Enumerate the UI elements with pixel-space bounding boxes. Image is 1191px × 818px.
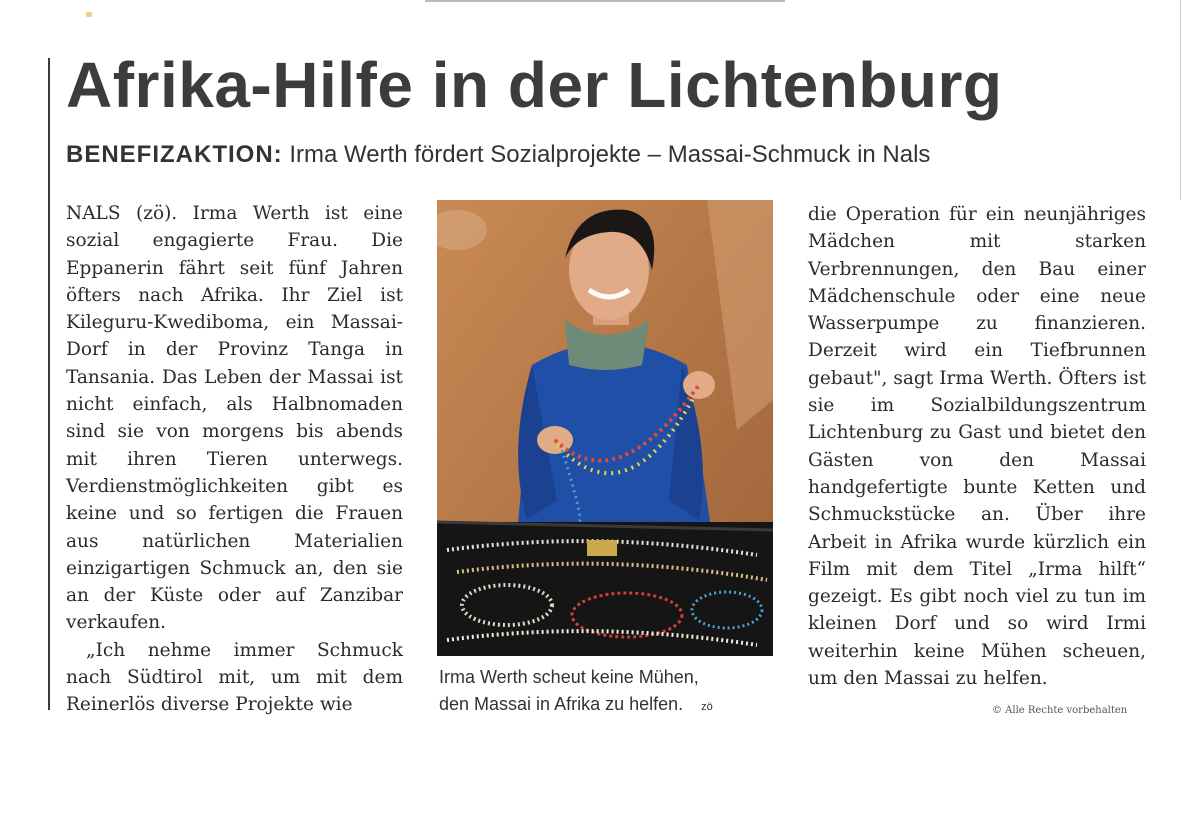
body-column-left: [66, 200, 403, 719]
photo-credit: zö: [701, 701, 713, 713]
top-rule: [425, 0, 785, 2]
subheadline-text: Irma Werth fördert Sozialprojekte – Massai-Schmuck in Nals: [282, 141, 931, 168]
paragraph: „Ich nehme immer Schmuck nach Südtirol mit, um mit dem Reinerlös diverse Projekte wie: [66, 639, 403, 716]
photo-illustration: [437, 200, 773, 656]
right-rule: [1180, 0, 1181, 200]
scan-speck: [86, 12, 92, 17]
copyright-notice: © Alle Rechte vorbehalten: [992, 705, 1128, 716]
body-column-right: [808, 201, 1146, 692]
photo-caption: [439, 664, 779, 721]
paragraph: NALS (zö). Irma Werth ist eine sozial engagierte Frau. Die Eppanerin fährt seit fünf Jahren öfters nach Afrika. Ihr Ziel ist Kileguru-Kwediboma, ein Massai-Dorf in der Provinz Tanga in Tansania. Das Leben der Massai ist nicht einfach, als Halbnomaden sind sie von morgens bis abends mit ihren Tieren unterwegs. Verdienstmöglichkeiten gibt es keine und so fertigen die Frauen aus natürlichen Materialien einzigartigen Schmuck an, den sie an der Küste oder auf Zanzibar verkaufen.: [66, 203, 403, 634]
kicker: BENEFIZAKTION:: [66, 141, 283, 168]
article-photo: [437, 200, 773, 656]
paragraph: die Operation für ein neunjähriges Mädchen mit starken Verbrennungen, den Bau einer Mädchenschule oder eine neue Wasserpumpe zu finanzieren. Derzeit wird ein Tiefbrunnen gebaut", sagt Irma Werth. Öfters ist sie im Sozialbildungszentrum Lichtenburg zu Gast und bietet den Gästen von den Massai handgefertigte bunte Ketten und Schmuckstücke an. Über ihre Arbeit in Afrika wurde kürzlich ein Film mit dem Titel „Irma hilft“ gezeigt. Es gibt noch viel zu tun im kleinen Dorf und so wird Irmi weiterhin keine Mühen scheuen, um den Massai zu helfen.: [808, 204, 1146, 690]
headline: Afrika-Hilfe in der Lichtenburg: [66, 49, 1003, 121]
caption-line: den Massai in Afrika zu helfen.: [439, 694, 684, 714]
column-rule: [48, 58, 50, 710]
subheadline: [66, 138, 930, 172]
caption-line: Irma Werth scheut keine Mühen,: [439, 667, 699, 687]
